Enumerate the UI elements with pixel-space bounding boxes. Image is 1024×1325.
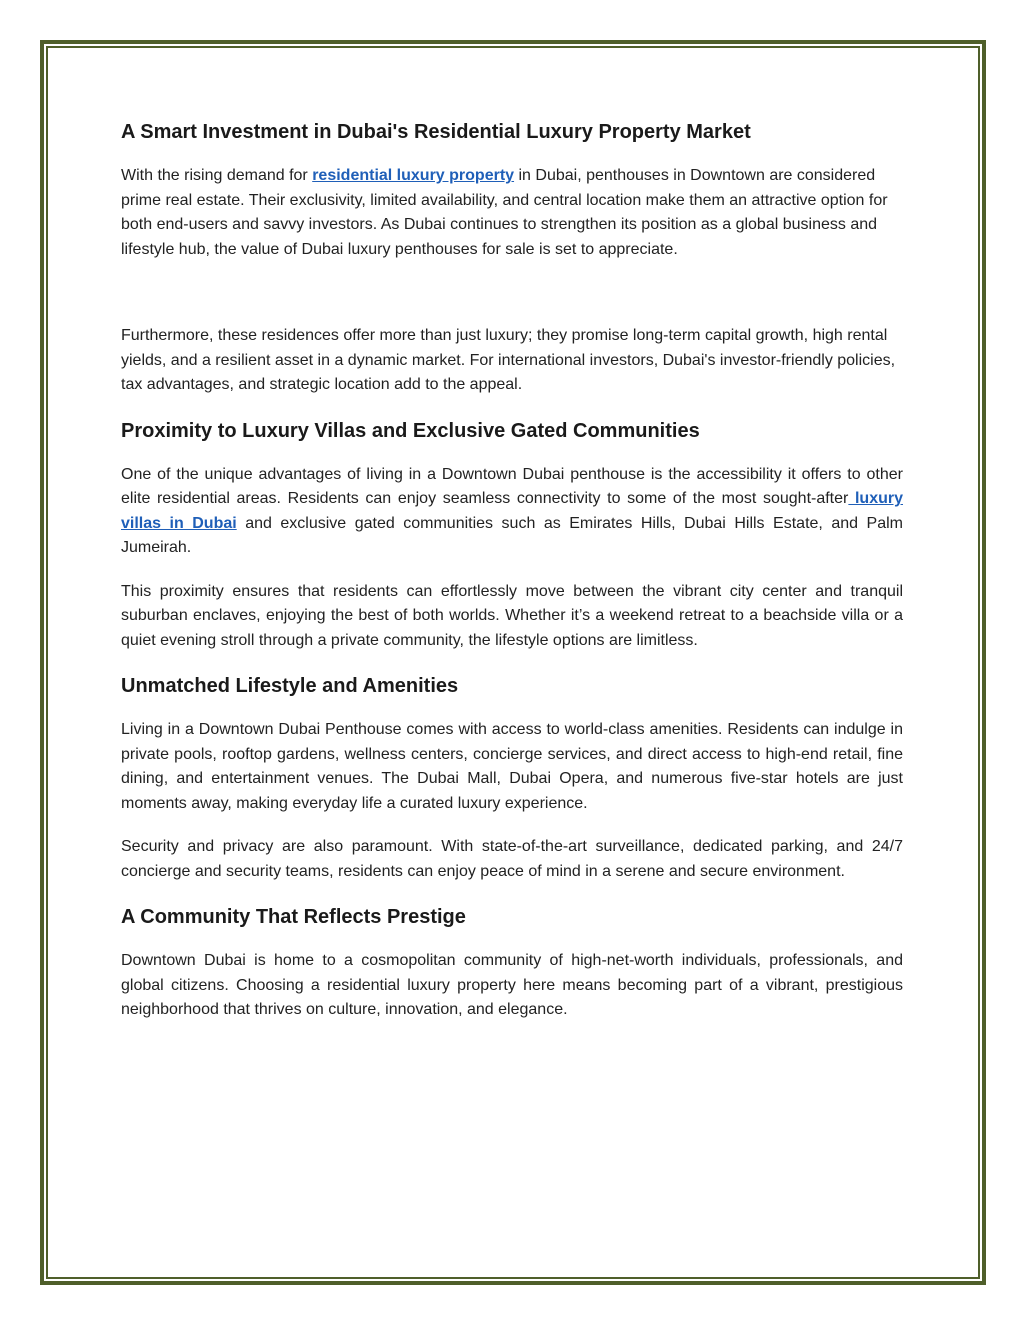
paragraph-text: and exclusive gated communities such as Emirates Hills, Dubai Hills Estate, and Palm Jumeirah. — [121, 514, 904, 556]
paragraph-furthermore: Furthermore, these residences offer more than just luxury; they promise long-term capital growth, high rental yields, and a resilient asset in a dynamic market. For international investors, Dubai's investor-friendly policies, tax advantages, and strategic location add to the appeal. — [121, 327, 896, 393]
paragraph-proximity-ensures: This proximity ensures that residents can effortlessly move between the vibrant city center and tranquil suburban enclaves, enjoying the best of both worlds. Whether it’s a weekend retreat to a beachside villa or a quiet evening stroll through a private community, the lifestyle options are limitless. — [121, 582, 903, 649]
paragraph-unique-advantages — [121, 463, 903, 561]
link-residential-luxury-property[interactable]: residential luxury property — [312, 167, 515, 184]
link-luxury-villas-in-dubai[interactable]: luxury villas in Dubai — [121, 490, 903, 532]
paragraph-text: One of the unique advantages of living in a Downtown Dubai penthouse is the accessibility it offers to other elite residential areas. Residents can enjoy seamless connectivity to some of the most sought-after — [121, 465, 903, 507]
heading-community-prestige: A Community That Reflects Prestige — [121, 906, 466, 928]
paragraph-text: in Dubai, penthouses in Downtown are considered prime real estate. Their exclusivity, limited availability, and central location make them an attractive option for both end-users and savvy investors. As Dubai continues to strengthen its position as a global business and lifestyle hub, the value of Dubai luxury penthouses for sale is set to appreciate. — [121, 167, 888, 258]
heading-proximity: Proximity to Luxury Villas and Exclusive Gated Communities — [121, 419, 700, 442]
paragraph-rising-demand — [121, 164, 903, 262]
paragraph-text: With the rising demand for — [121, 167, 313, 184]
paragraph-living-downtown: Living in a Downtown Dubai Penthouse comes with access to world-class amenities. Residents can indulge in private pools, rooftop gardens, wellness centers, concierge services, and direct access to high-end retail, fine dining, and entertainment venues. The Dubai Mall, Dubai Opera, and numerous five-star hotels are just moments away, making everyday life a curated luxury experience. — [121, 721, 903, 812]
heading-smart-investment: A Smart Investment in Dubai's Residential Luxury Property Market — [121, 121, 751, 143]
document-body — [121, 118, 903, 1042]
paragraph-cosmopolitan-community: Downtown Dubai is home to a cosmopolitan community of high-net-worth individuals, professionals, and global citizens. Choosing a residential luxury property here means becoming part of a vibrant, prestigious neighborhood that thrives on culture, innovation, and elegance. — [121, 952, 903, 1018]
paragraph-security-privacy: Security and privacy are also paramount. With state-of-the-art surveillance, dedicated parking, and 24/7 concierge and security teams, residents can enjoy peace of mind in a serene and secure environment. — [121, 838, 903, 880]
heading-lifestyle-amenities: Unmatched Lifestyle and Amenities — [121, 675, 459, 697]
spacer — [121, 281, 903, 324]
